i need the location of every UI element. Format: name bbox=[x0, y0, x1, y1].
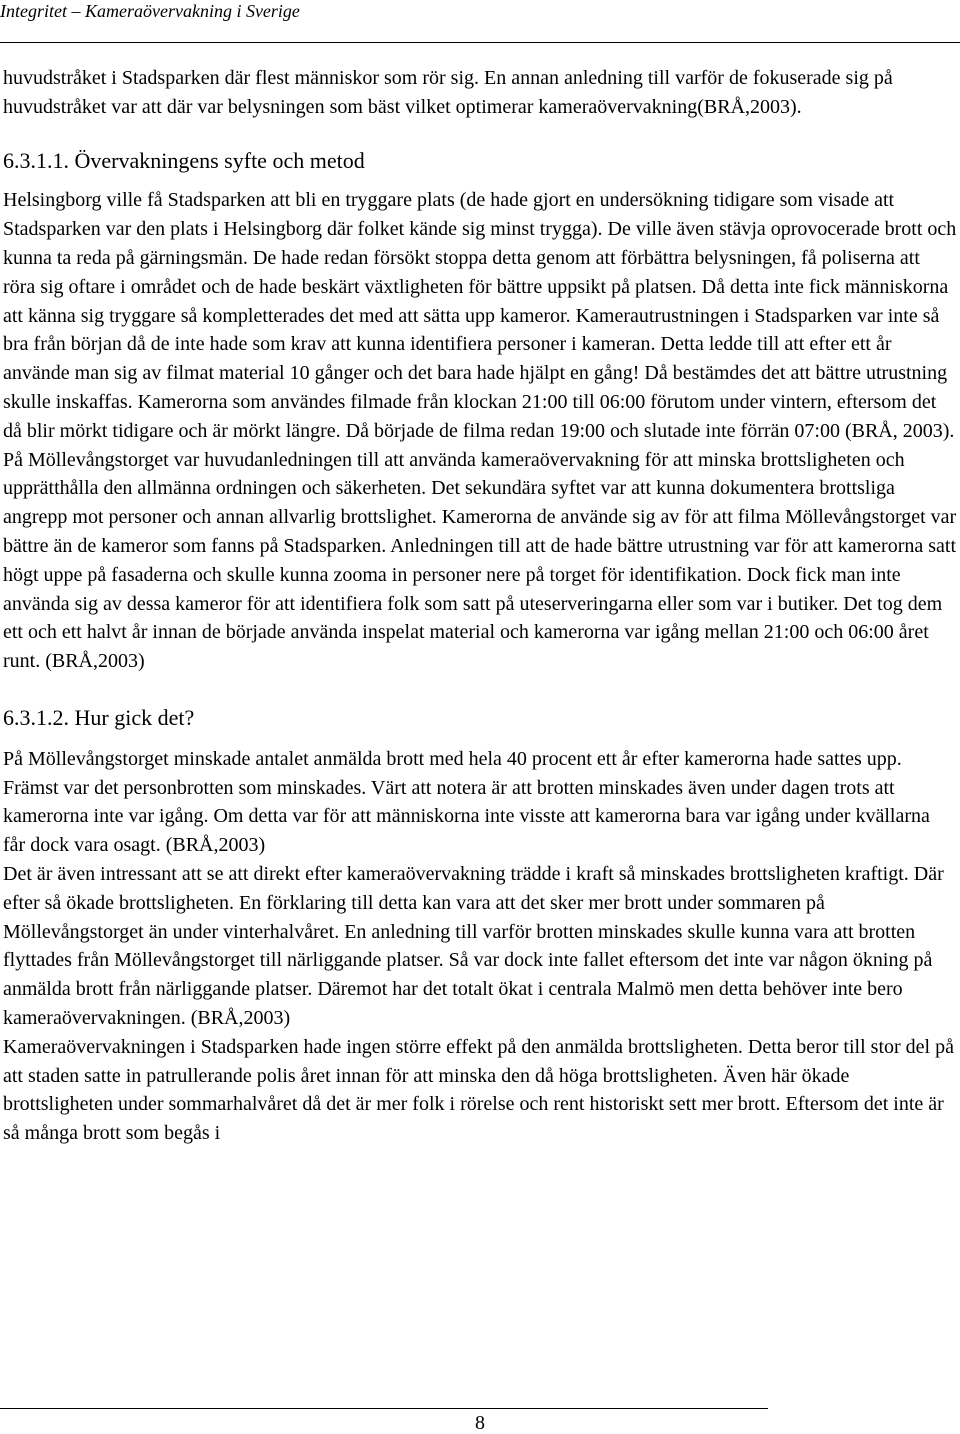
header-divider bbox=[0, 42, 960, 43]
page-number: 8 bbox=[475, 1412, 485, 1434]
section-heading-purpose: 6.3.1.1. Övervakningens syfte och metod bbox=[3, 147, 365, 173]
section-heading-result: 6.3.1.2. Hur gick det? bbox=[3, 704, 195, 730]
document-body bbox=[3, 64, 957, 1148]
paragraph-mollevangstorget: På Möllevångstorget var huvudanledningen till att använda kameraövervakning för att minska brottsligheten och upprätthålla den allmänna ordningen och säkerheten. Det sekundära syftet var att kunna dokumentera brottsliga angrepp mot personer och annan allvarlig brottslighet. Kamerorna de använde sig av för att filma Möllevångstorget var bättre än de kameror som fanns på Stadsparken. Anledningen till att de hade bättre utrustning var för att kamerorna satt högt uppe på fasaderna och skulle kunna zooma in personer nere på torget för identifikation. Dock fick man inte använda sig av dessa kameror för att identifiera folk som satt på uteserveringarna eller som var i butiker. Det tog dem ett och ett halvt år innan de började använda inspelat material och kamerorna var igång mellan 21:00 och 06:00 året runt. (BRÅ,2003) bbox=[3, 448, 957, 673]
paragraph-crime-trend: Det är även intressant att se att direkt efter kameraövervakning trädde i kraft så minskades brottsligheten kraftigt. Där efter så ökade brottsligheten. En förklaring till detta kan vara att det sker mer brott under sommaren på Möllevångstorget än under vinterhalvåret. En anledning till varför brotten minskades skulle kunna vara att brotten flyttades från Möllevångstorget till närliggande platser. Så var dock inte fallet eftersom det inte var någon ökning på anmälda brott från närliggande platser. Däremot har det totalt ökat i centrala Malmö men detta behöver inte bero kameraövervakningen. (BRÅ,2003) bbox=[3, 862, 944, 1029]
running-header: Integritet – Kameraövervakning i Sverige bbox=[0, 1, 300, 21]
continued-paragraph: huvudstråket i Stadsparken där flest människor som rör sig. En annan anledning till varför de fokuserade sig på huvudstråket var att där var belysningen som bäst vilket optimerar kameraövervakning(BRÅ,2003). bbox=[3, 67, 893, 118]
footer-divider bbox=[0, 1408, 768, 1409]
paragraph-crime-reduction: På Möllevångstorget minskade antalet anmälda brott med hela 40 procent ett år efter kamerorna hade sattes upp. Främst var det personbrotten som minskades. Värt att notera är att brotten minskades även under dagen trots att kamerorna inte var igång. Om detta var för att människorna inte visste att kamerorna bara var igång under kvällarna får dock vara osagt. (BRÅ,2003) bbox=[3, 747, 930, 857]
paragraph-stadsparken-effect: Kameraövervakningen i Stadsparken hade ingen större effekt på den anmälda brottsligheten. Detta beror till stor del på att staden satte in patrullerande polis året innan för att minska den då höga brottsligheten. Även här ökade brottsligheten under sommarhalvåret då det är mer folk i rörelse och rent historiskt sett mer brott. Eftersom det inte är så många brott som begås i bbox=[3, 1035, 954, 1145]
paragraph-helsingborg: Helsingborg ville få Stadsparken att bli en tryggare plats (de hade gjort en undersökning tidigare som visade att Stadsparken var den plats i Helsingborg där folket kände sig minst trygga). De ville även stävja oprovocerade brott och kunna ta reda på gärningsmän. De hade redan försökt stoppa detta genom att förbättra belysningen, få poliserna att röra sig oftare i området och de hade beskärt växtligheten för bättre uppsikt på platsen. Då detta inte fick människorna att känna sig tryggare så kompletterades det med att sätta upp kameror. Kamerautrustningen i Stadsparken var inte så bra från början då de inte hade som krav att kunna identifiera personer i kameran. Detta ledde till att efter ett år använde man sig av filmat material 10 gånger och det bara hade hjälpt en gång! Då bestämdes det att bättre utrustning skulle inskaffas. Kamerorna som användes filmade från klockan 21:00 till 06:00 förutom under vintern, eftersom det då blir mörkt tidigare och är mörkt längre. Då började de filma redan 19:00 och slutade inte förrän 07:00 (BRÅ, 2003). bbox=[3, 189, 957, 442]
